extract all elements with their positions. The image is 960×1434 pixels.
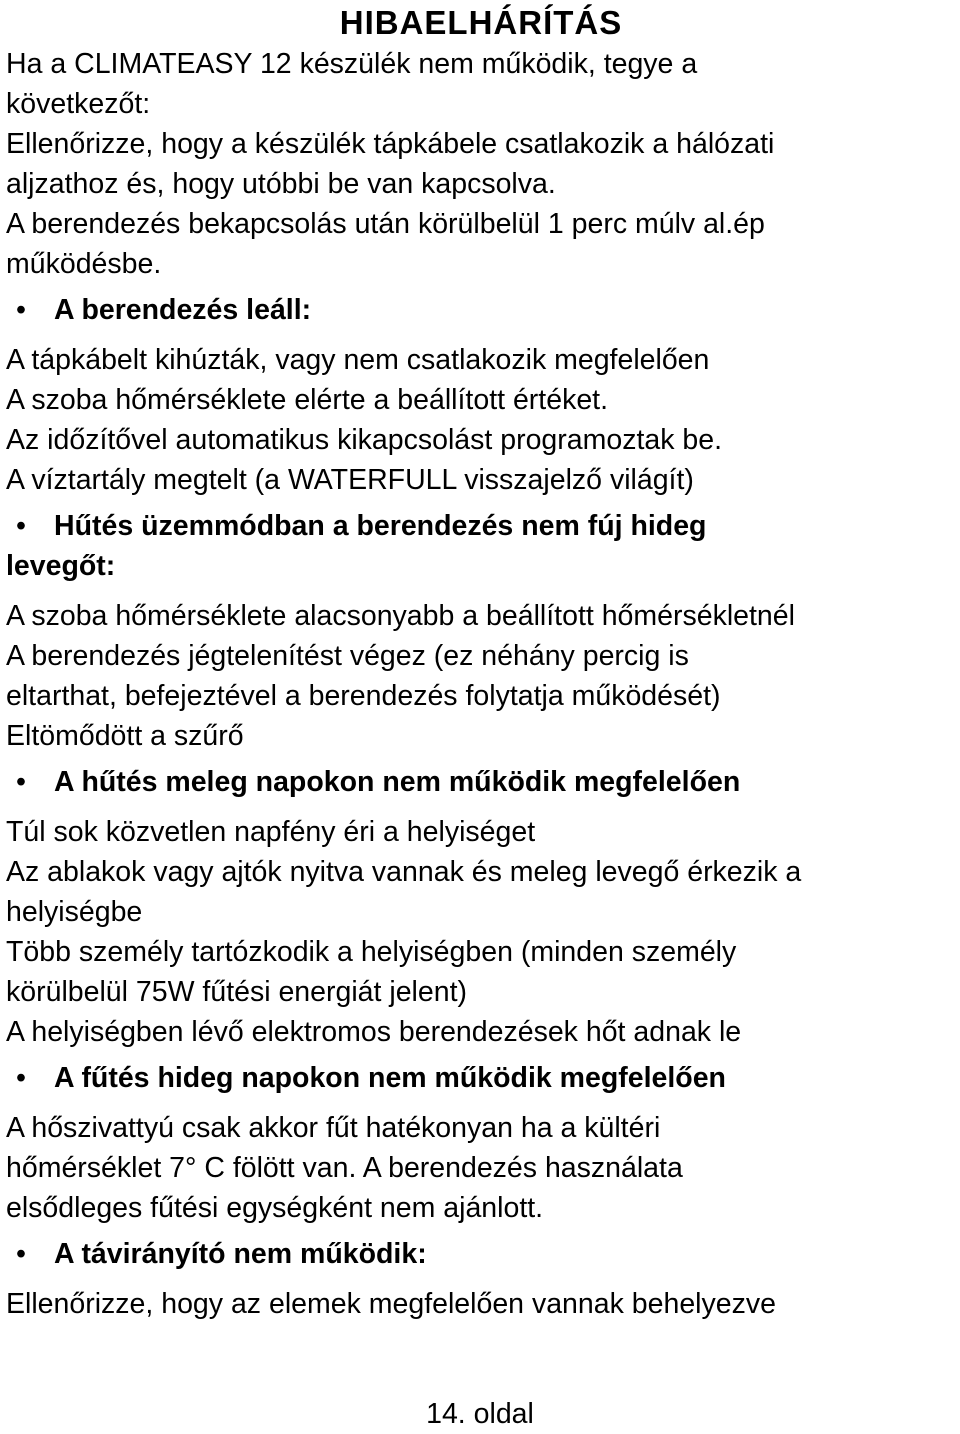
section-line: A helyiségben lévő elektromos berendezések hőt adnak le	[6, 1016, 742, 1048]
section-heading-leall	[6, 290, 956, 330]
section-heading-text: Hűtés üzemmódban a berendezés nem fúj hideg	[54, 510, 707, 542]
section-heading-text: A berendezés leáll:	[54, 294, 312, 326]
section-line: hőmérséklet 7° C fölött van. A berendezés használata	[6, 1152, 683, 1184]
intro-line: A berendezés bekapcsolás után körülbelül 1 perc múlv al.ép	[6, 208, 765, 240]
section-line: A szoba hőmérséklete alacsonyabb a beállított hőmérsékletnél	[6, 600, 795, 632]
intro-line: Ha a CLIMATEASY 12 készülék nem működik, tegye a	[6, 48, 698, 80]
section-line: A szoba hőmérséklete elérte a beállított értéket.	[6, 384, 609, 416]
section-line: Túl sok közvetlen napfény éri a helyiséget	[6, 816, 536, 848]
section-heading-continuation: levegőt:	[6, 550, 116, 582]
page-number: 14. oldal	[426, 1398, 534, 1430]
section-heading-futes	[6, 1058, 956, 1098]
section-heading-text: A hűtés meleg napokon nem működik megfelelően	[54, 766, 741, 798]
section-line: helyiségbe	[6, 896, 143, 928]
bullet-icon: •	[16, 1238, 26, 1270]
section-line: Az időzítővel automatikus kikapcsolást programoztak be.	[6, 424, 723, 456]
section-line: körülbelül 75W fűtési energiát jelent)	[6, 976, 467, 1008]
bullet-icon: •	[16, 1062, 26, 1094]
bullet-icon: •	[16, 766, 26, 798]
section-line: A hőszivattyú csak akkor fűt hatékonyan ha a kültéri	[6, 1112, 661, 1144]
page-title: HIBAELHÁRÍTÁS	[339, 4, 623, 41]
section-line: Ellenőrizze, hogy az elemek megfelelően vannak behelyezve	[6, 1288, 776, 1320]
section-line: Eltömődött a szűrő	[6, 720, 244, 752]
section-line: elsődleges fűtési egységként nem ajánlott.	[6, 1192, 544, 1224]
section-line: A víztartály megtelt (a WATERFULL visszajelző világít)	[6, 464, 694, 496]
intro-line: következőt:	[6, 88, 151, 120]
section-heading-text: A távirányító nem működik:	[54, 1238, 427, 1270]
bullet-icon: •	[16, 294, 26, 326]
section-line: eltarthat, befejeztével a berendezés folytatja működését)	[6, 680, 721, 712]
section-line: A tápkábelt kihúzták, vagy nem csatlakozik megfelelően	[6, 344, 710, 376]
section-line: A berendezés jégtelenítést végez (ez néhány percig is	[6, 640, 689, 672]
section-line: Az ablakok vagy ajtók nyitva vannak és meleg levegő érkezik a	[6, 856, 802, 888]
document-page	[6, 0, 956, 1324]
intro-line: aljzathoz és, hogy utóbbi be van kapcsolva.	[6, 168, 556, 200]
intro-line: Ellenőrizze, hogy a készülék tápkábele csatlakozik a hálózati	[6, 128, 775, 160]
section-line: Több személy tartózkodik a helyiségben (minden személy	[6, 936, 737, 968]
intro-line: működésbe.	[6, 248, 162, 280]
section-heading-taviranyito	[6, 1234, 956, 1274]
bullet-icon: •	[16, 510, 26, 542]
section-heading-text: A fűtés hideg napokon nem működik megfelelően	[54, 1062, 726, 1094]
section-heading-hutes-meleg	[6, 762, 956, 802]
section-heading-hutes-hideg	[6, 506, 956, 546]
